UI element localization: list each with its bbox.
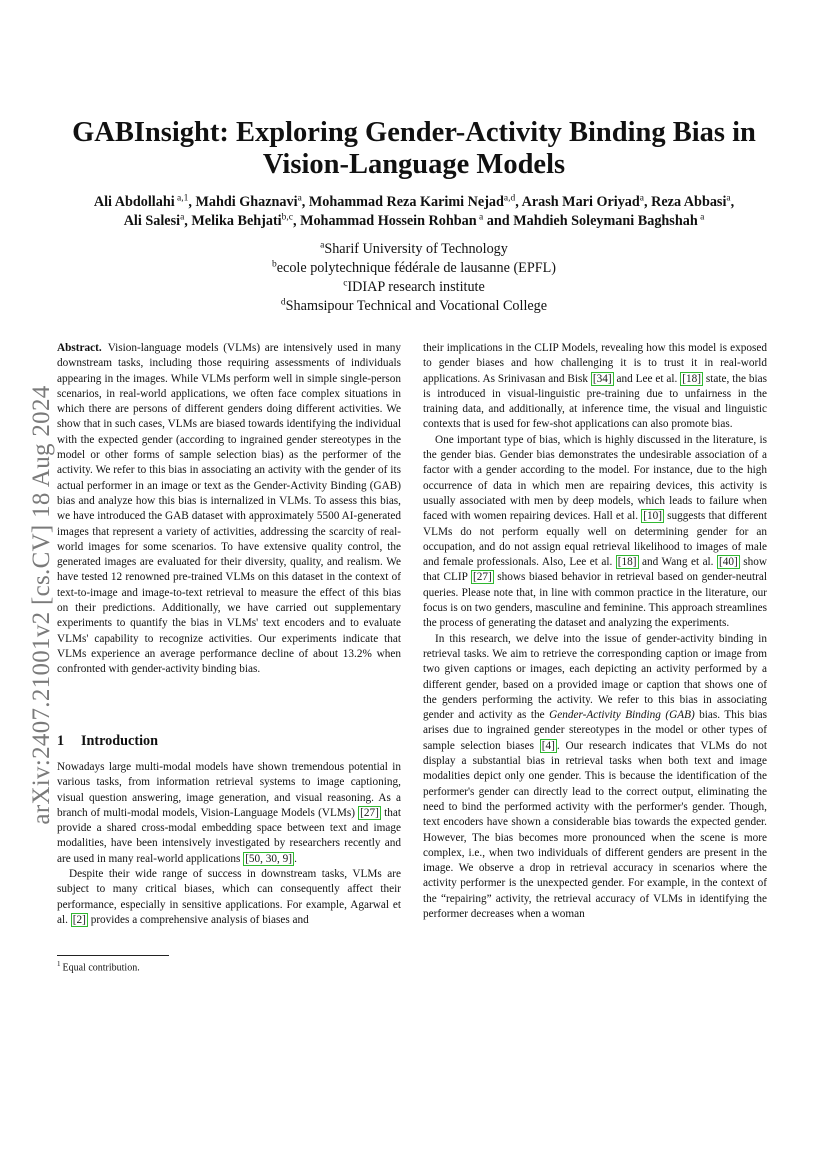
body-text: One important type of bias, which is highly discussed in the literature, is the gender bias. Gender bias demonstrates the undesirable association of a factor with a gender according to the model. For instance, due to the high occurrence of data in which men are repairing devices, this activity is usually associated with men by deep models, which leads to failure when faced with women repairing devices. Hall et al.	[423, 433, 767, 523]
right-column-body	[423, 341, 767, 922]
body-text: In this research, we delve into the issue of gender-activity binding in retrieval tasks. We aim to retrieve the corresponding caption or image from two given captions or images, each depicting an activity performed by a different gender, based on a provided image or caption that shows one of the genders performing the activity. We refer to this bias in associating gender and activity as the	[423, 632, 767, 722]
author-name: Melika Behjati	[191, 213, 282, 229]
citation-link[interactable]: [27]	[472, 571, 492, 584]
author-affiliation-mark: a	[639, 193, 645, 204]
author-name: Ali Abdollahi	[93, 194, 175, 210]
author-affiliation-mark: b,c	[281, 212, 293, 223]
right-paragraph-2	[423, 433, 767, 632]
citation-link[interactable]: [2]	[72, 913, 86, 926]
body-text: shows biased behavior in retrieval based on gender-neutral queries. Please note that, in line with common practice in the literature, our focus is on two genders, masculine and feminine. This approach streamlines the process of generating the dataset and analyzing the experiments.	[423, 571, 767, 630]
affiliation-list	[60, 240, 768, 316]
section-heading	[57, 733, 158, 750]
citation-link[interactable]: [10]	[643, 510, 663, 523]
affiliation-item	[60, 259, 768, 278]
affiliation-text: ecole polytechnique fédérale de lausanne (EPFL)	[276, 260, 557, 276]
author-name: Mohammad Reza Karimi Nejad	[308, 194, 504, 210]
affiliation-mark: b	[271, 259, 277, 270]
abstract-paragraph	[57, 341, 401, 678]
abstract-label: Abstract.	[57, 342, 102, 354]
author-name: Mohammad Hossein Rohban	[300, 213, 477, 229]
section-number: 1	[57, 733, 65, 749]
footnote	[57, 958, 140, 974]
footnote-rule	[57, 955, 169, 956]
author-line-2: Ali Salesi$^a$, Melika Behjati$^{b,c}$, Mohammad Hossein Rohban $^a$ and Mahdieh Soleymani Baghshah $^a$	[123, 212, 705, 229]
body-text: and Wang et al.	[638, 556, 717, 569]
author-name: Arash Mari Oriyad	[521, 194, 640, 210]
body-text: and Lee et al.	[613, 372, 681, 385]
citation-link[interactable]: [40]	[718, 556, 738, 569]
body-text: state, the bias is introduced in visual-linguistic pre-training due to unfairness in the training data, and additionally, at inference time, the visual and linguistic contexts that is used for few-shot applications can also promote bias.	[423, 372, 767, 431]
author-list	[60, 193, 768, 231]
right-paragraph-3	[423, 632, 767, 923]
affiliation-mark: a	[320, 240, 325, 251]
paper-title-line-2: Vision-Language Models	[262, 149, 566, 180]
intro-paragraph-1	[57, 760, 401, 867]
author-name: Mahdieh Soleymani Baghshah	[513, 213, 698, 229]
citation-link[interactable]: [18]	[617, 556, 637, 569]
arxiv-identifier	[22, 355, 62, 855]
footnote-mark: 1	[57, 960, 61, 968]
body-text: . Our research indicates that VLMs do not display a substantial bias in retrieval tasks when both text and image modalities depict only one gender. This is because the identification of the performer's gender can directly lead to the correct output, eliminating the need to bind the performed activity with the performer's gender. Though, text encoders have shown a considerable bias towards the expected gender. However, The bias becomes more pronounced when the scene is more complex, i.e., when two individuals of different genders are present in the image. We observe a drop in retrieval accuracy in scenarios where the activity performer is the unexpected gender. For example, in the context of the “repairing” activity, the retrieval accuracy of VLMs in identifying the performer decreases when a woman	[423, 739, 767, 920]
paper-title-line-1: GABInsight: Exploring Gender-Activity Binding Bias in	[72, 117, 756, 148]
body-text: Despite their wide range of success in downstream tasks, VLMs are subject to many critical biases, which can consequently affect their performance, especially in sensitive applications. For example, Agarwal et al.	[57, 868, 401, 926]
author-affiliation-mark: a	[180, 212, 185, 223]
affiliation-mark: c	[343, 278, 348, 289]
emphasized-term: Gender-Activity Binding (GAB)	[549, 709, 695, 722]
affiliation-item	[60, 240, 768, 259]
affiliation-text: IDIAP research institute	[347, 279, 485, 295]
body-text: bias. This bias arises due to ingrained gender stereotypes in the model or other types of sample selection biases	[423, 709, 767, 752]
author-affiliation-mark: a,1	[174, 193, 189, 204]
affiliation-mark: d	[280, 297, 286, 308]
paper-title	[60, 117, 768, 181]
affiliation-text: Sharif University of Technology	[324, 241, 508, 257]
author-name: Reza Abbasi	[651, 194, 727, 210]
arxiv-identifier-text: arXiv:2407.21001v2 [cs.CV] 18 Aug 2024	[28, 385, 55, 825]
body-text: that provide a shared cross-modal embedding space between text and image modalities, have been intensively investigated by researchers recently and are used in many real-world applications	[57, 806, 401, 865]
author-affiliation-mark: a,d	[503, 193, 516, 204]
right-paragraph-1	[423, 341, 767, 433]
abstract-text: Vision-language models (VLMs) are intensively used in many downstream tasks, including those requiring assessments of individuals appearing in the images. While VLMs perform well in simple single-person scenarios, in real-world applications, we often face complex situations in which there are persons of different genders doing different activities. We show that in such cases, VLMs are biased towards identifying the individual with the expected gender (according to ingrained gender stereotypes in the model or other forms of sample selection bias) as the performer of the activity. We refer to this bias in associating an activity with the gender of its actual performer in an image or text as the Gender-Activity Binding (GAB) bias and analyze how this bias is internalized in VLMs. To assess this bias, we have introduced the GAB dataset with approximately 5500 AI-generated images that represent a variety of activities, addressing the scarcity of real-world images for some scenarios. To have extensive quality control, the generated images are evaluated for their diversity, quality, and realism. We have tested 12 renowned pre-trained VLMs on this dataset in the context of text-to-image and image-to-text retrieval to measure the effect of this bias on their predictions. Additionally, we have carried out supplementary experiments to quantify the bias in VLMs' text encoders and to evaluate VLMs' capability to recognize activities. Our experiments indicate that VLMs experience an average performance decline of about 13.2% when confronted with gender-activity binding bias.	[57, 342, 401, 676]
introduction-body	[57, 760, 401, 928]
abstract	[57, 341, 401, 678]
citation-link[interactable]: [4]	[541, 739, 555, 752]
citation-link[interactable]: [18]	[682, 372, 702, 385]
body-text: .	[294, 852, 297, 865]
body-text: Nowadays large multi-modal models have shown tremendous potential in various tasks, from information retrieval systems to image captioning, visual question answering, image generation, and visual reasoning. As a branch of multi-modal models, Vision-Language Models (VLMs)	[57, 761, 401, 819]
body-text: provides a comprehensive analysis of biases and	[87, 913, 309, 926]
author-name: Mahdi Ghaznavi	[195, 194, 298, 210]
author-affiliation-mark: a	[476, 212, 484, 223]
section-title: Introduction	[81, 733, 158, 749]
footnote-text: Equal contribution.	[62, 962, 140, 974]
affiliation-item	[60, 297, 768, 316]
body-text: their implications in the CLIP Models, revealing how this model is exposed to gender biases and how challenging it is to trust it in real-world applications. As Srinivasan and Bisk	[423, 342, 767, 385]
author-affiliation-mark: a	[697, 212, 705, 223]
author-name: Ali Salesi	[123, 213, 181, 229]
author-affiliation-mark: a	[726, 193, 731, 204]
intro-paragraph-2	[57, 867, 401, 928]
author-line-1: Ali Abdollahi $^{a,1}$, Mahdi Ghaznavi$^a$, Mohammad Reza Karimi Nejad$^{a,d}$, Arash Mari Oriyad$^a$, Reza Abbasi$^a$,	[93, 193, 735, 210]
citation-link[interactable]: [27]	[360, 806, 379, 819]
citation-link[interactable]: [50, 30, 9]	[245, 852, 293, 865]
affiliation-text: Shamsipour Technical and Vocational College	[285, 298, 548, 314]
affiliation-item	[60, 278, 768, 297]
body-text: suggests that different VLMs do not perform equally well on determining gender for an occupation, and do not assign equal retrieval likelihood to images of male and female professionals. Also, Lee et al.	[423, 510, 767, 569]
citation-link[interactable]: [34]	[592, 372, 612, 385]
body-text: show that CLIP	[423, 556, 767, 584]
author-affiliation-mark: a	[297, 193, 302, 204]
